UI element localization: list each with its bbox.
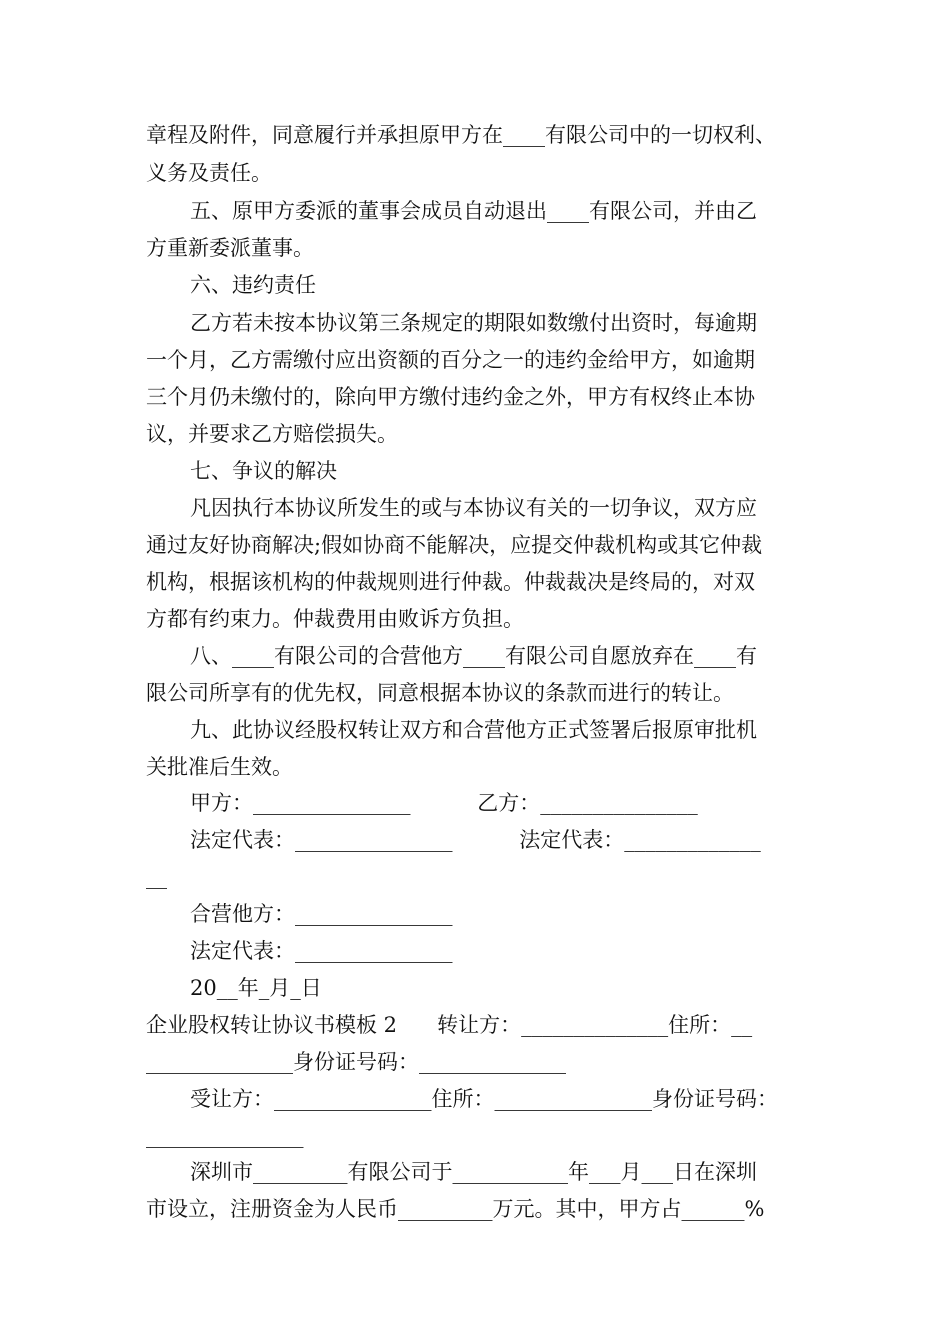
clause-5-heading: 五、原甲方委派的董事会成员自动退出____有限公司，并由乙 [190,199,757,223]
text-line: 三个月仍未缴付的，除向甲方缴付违约金之外，甲方有权终止本协 [146,385,755,409]
text-line: 凡因执行本协议所发生的或与本协议有关的一切争议，双方应 [190,496,757,520]
text-line: 市设立，注册资金为人民币_________万元。其中，甲方占______% [146,1197,765,1221]
signature-other-party-line: 合营他方：_______________ [190,902,453,926]
text-line: 乙方若未按本协议第三条规定的期限如数缴付出资时，每逾期 [190,311,757,335]
text-line: 机构，根据该机构的仲裁规则进行仲裁。仲裁裁决是终局的，对双 [146,570,755,594]
template-2-title-line: 企业股权转让协议书模板 2 转让方：______________住所：__ [146,1013,753,1037]
text-line: 限公司所享有的优先权，同意根据本协议的条款而进行的转让。 [146,681,734,705]
clause-7-heading: 七、争议的解决 [190,459,337,483]
transferee-line: 受让方：_______________住所：_______________身份证号码： [190,1087,778,1111]
text-line: 关批准后生效。 [146,755,293,779]
clause-6-heading: 六、违约责任 [190,273,316,297]
text-line: 通过友好协商解决;假如协商不能解决，应提交仲裁机构或其它仲裁 [146,533,763,557]
text-line: 章程及附件，同意履行并承担原甲方在____有限公司中的一切权利、 [146,123,776,147]
signature-party-line: 甲方：_______________ 乙方：_______________ [190,791,698,815]
text-line: 深圳市_________有限公司于___________年___月___日在深圳 [190,1160,757,1184]
text-line: ______________身份证号码：______________ [146,1050,566,1074]
text-line: __ [146,865,167,889]
clause-9-heading: 九、此协议经股权转让双方和合营他方正式签署后报原审批机 [190,718,757,742]
signature-representative-line: 法定代表：_______________ [190,939,453,963]
text-line: _______________ [146,1124,304,1148]
text-line: 方都有约束力。仲裁费用由败诉方负担。 [146,607,524,631]
text-line: 义务及责任。 [146,161,272,185]
signature-representative-line: 法定代表：_______________ 法定代表：_____________ [190,828,761,852]
text-line: 方重新委派董事。 [146,236,314,260]
text-line: 一个月，乙方需缴付应出资额的百分之一的违约金给甲方，如逾期 [146,348,755,372]
date-line: 20__年_月_日 [190,976,322,1000]
clause-8-heading: 八、____有限公司的合营他方____有限公司自愿放弃在____有 [190,644,757,668]
text-line: 议，并要求乙方赔偿损失。 [146,422,398,446]
